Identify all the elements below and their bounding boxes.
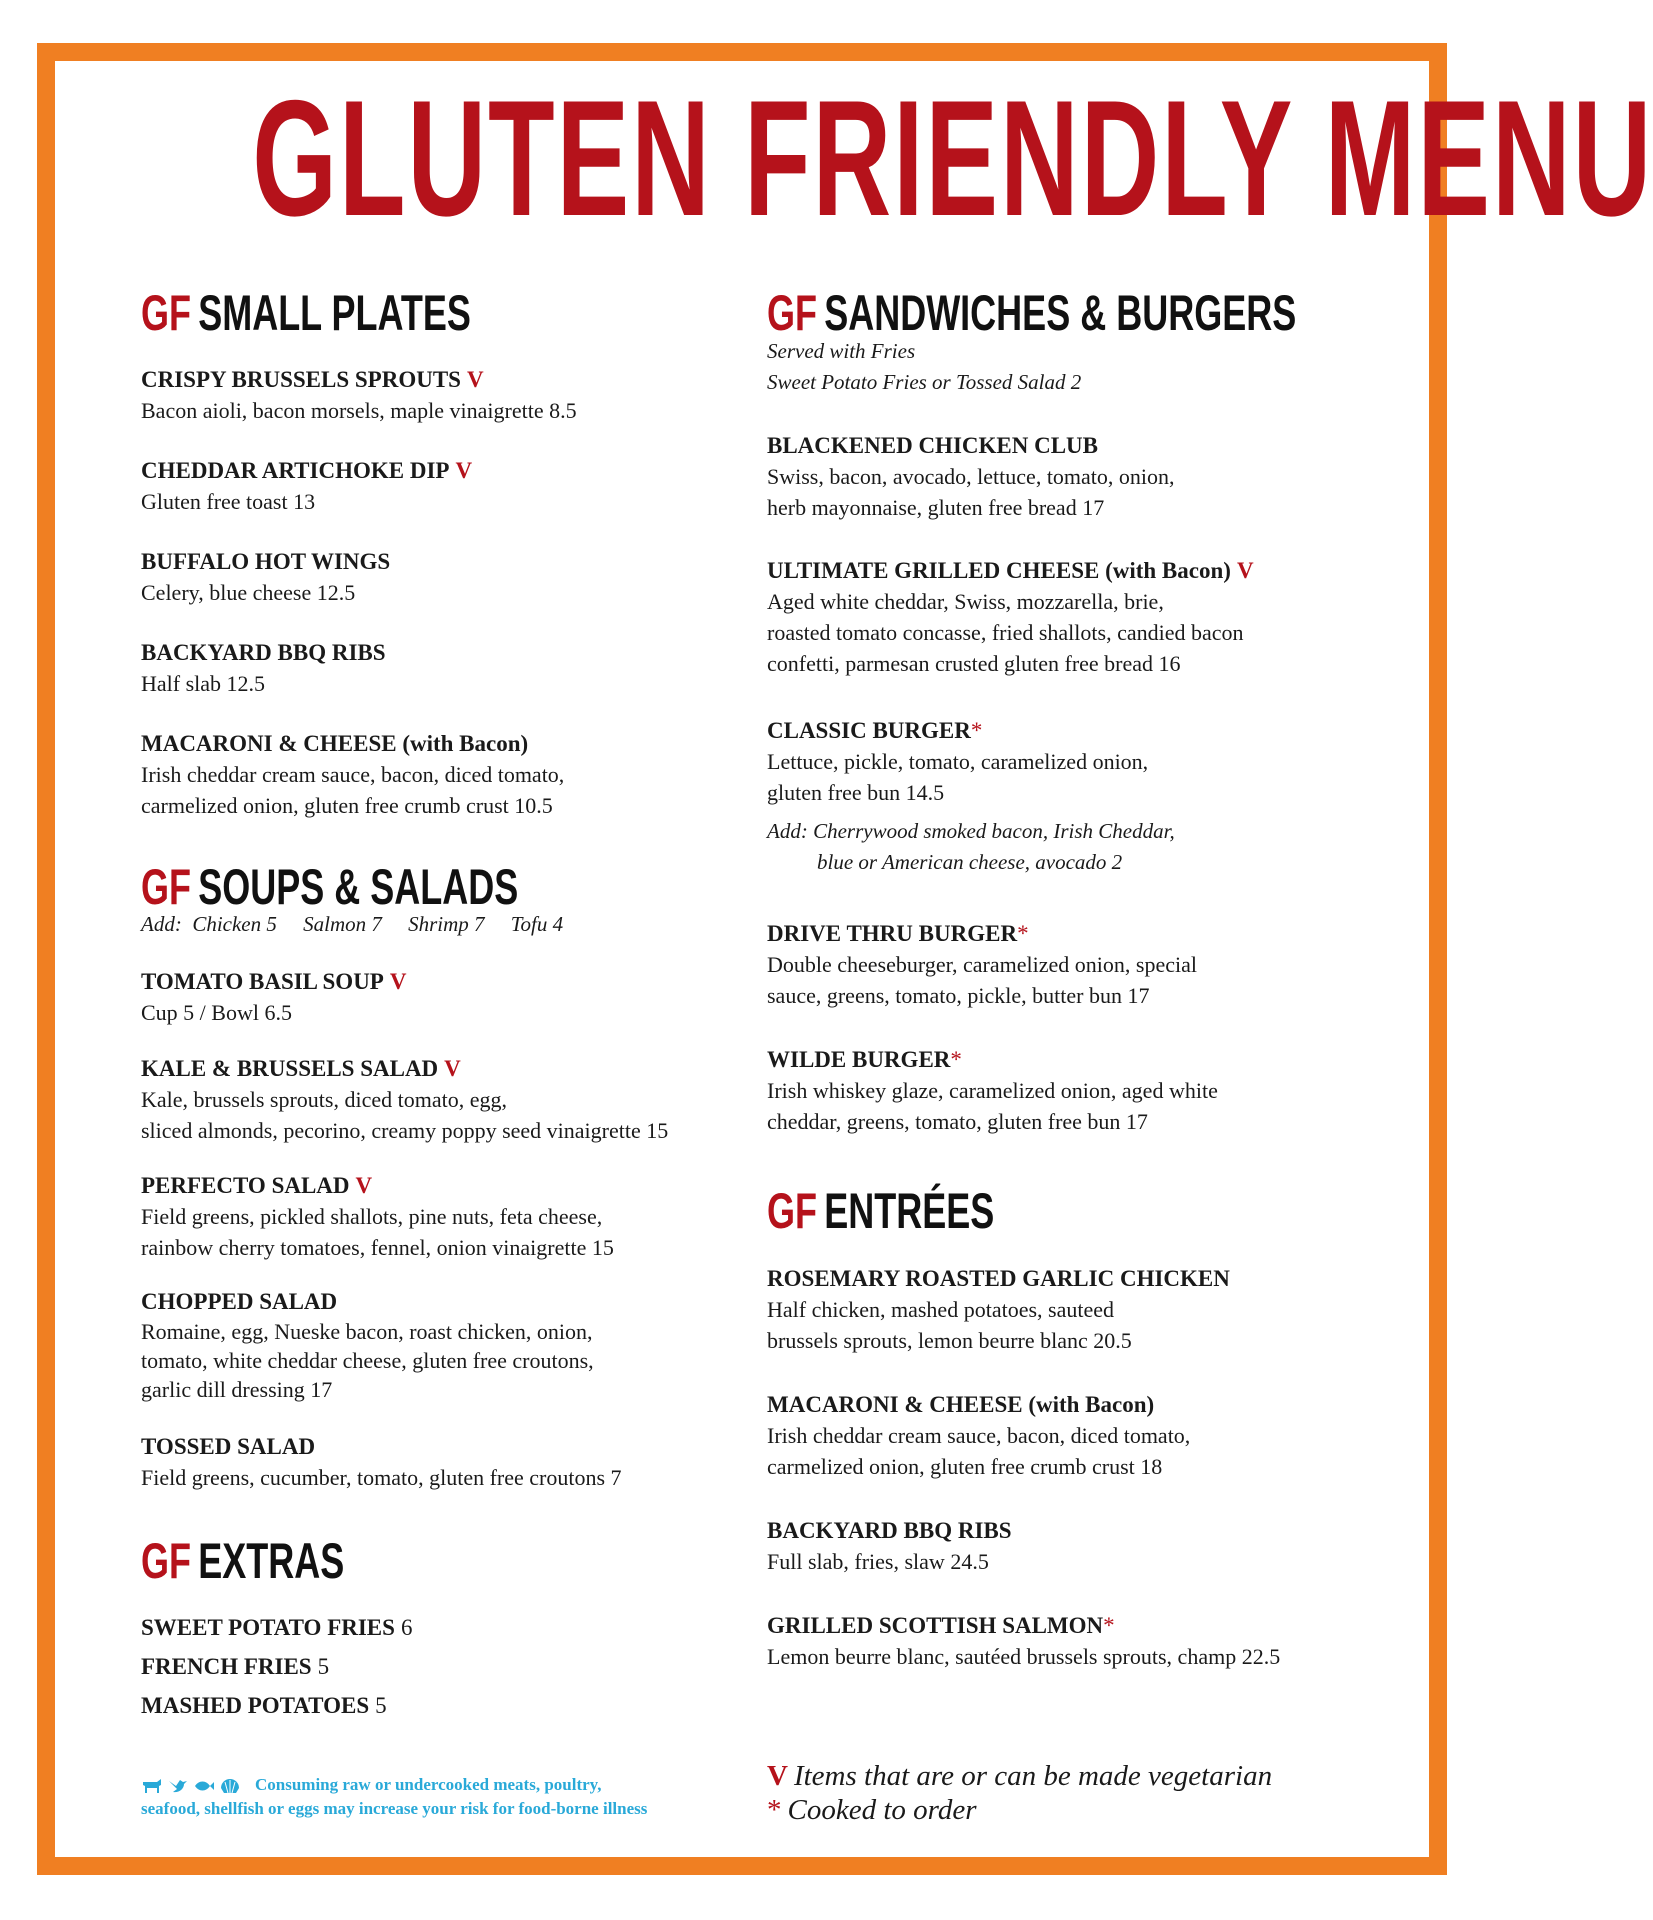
item-description: roasted tomato concasse, fried shallots, candied bacon — [767, 620, 1244, 645]
menu-item — [767, 1264, 1230, 1356]
section-heading-sandwiches — [767, 285, 1297, 341]
item-description: Lettuce, pickle, tomato, caramelized onion, — [767, 749, 1149, 774]
item-description: Double cheeseburger, caramelized onion, special — [767, 952, 1197, 977]
item-name: MASHED POTATOES — [141, 1693, 370, 1718]
item-description: Lemon beurre blanc, sautéed brussels sprouts, champ 22.5 — [767, 1644, 1281, 1669]
menu-item — [141, 1287, 594, 1404]
item-description: herb mayonnaise, gluten free bread 17 — [767, 495, 1105, 520]
item-price: 5 — [375, 1693, 387, 1718]
warning-text: Consuming raw or undercooked meats, poultry, — [255, 1775, 602, 1794]
section-title: EXTRAS — [198, 1533, 345, 1589]
item-description: Gluten free toast 13 — [141, 489, 316, 514]
menu-item — [141, 638, 386, 699]
item-name: MACARONI & CHEESE (with Bacon) — [141, 731, 529, 756]
item-name: MACARONI & CHEESE (with Bacon) — [767, 1392, 1155, 1417]
cooked-to-order-mark: * — [1103, 1613, 1115, 1638]
item-description: Irish whiskey glaze, caramelized onion, aged white — [767, 1078, 1218, 1103]
gf-label: GF — [141, 1533, 191, 1589]
menu-item — [141, 365, 577, 426]
section-heading-extras — [141, 1533, 345, 1589]
item-description: carmelized onion, gluten free crumb crust 18 — [767, 1454, 1163, 1479]
item-name: CHOPPED SALAD — [141, 1289, 338, 1314]
menu-item — [767, 1516, 1012, 1577]
extra-item — [141, 1652, 329, 1682]
menu-item — [141, 1054, 668, 1146]
item-name: BUFFALO HOT WINGS — [141, 549, 391, 574]
item-name: SWEET POTATO FRIES — [141, 1615, 395, 1640]
item-description: gluten free bun 14.5 — [767, 780, 945, 805]
menu-item — [141, 967, 406, 1028]
menu-item — [767, 919, 1197, 1011]
item-description: Irish cheddar cream sauce, bacon, diced tomato, — [767, 1423, 1191, 1448]
legend-text: Cooked to order — [787, 1794, 977, 1826]
item-name: FRENCH FRIES — [141, 1654, 312, 1679]
item-name: BACKYARD BBQ RIBS — [141, 640, 386, 665]
item-description: garlic dill dressing 17 — [141, 1377, 333, 1402]
menu-item — [767, 716, 1175, 878]
warning-icons — [141, 1777, 241, 1795]
section-heading-entrees — [767, 1183, 995, 1239]
cooked-to-order-mark: * — [767, 1794, 782, 1826]
item-name: BACKYARD BBQ RIBS — [767, 1518, 1012, 1543]
cooked-to-order-mark: * — [970, 718, 983, 743]
item-name: CLASSIC BURGER — [767, 718, 971, 743]
served-with-note: Served with Fries — [767, 339, 916, 363]
menu-item — [141, 729, 564, 821]
menu-item — [767, 431, 1175, 523]
add-ons-line: blue or American cheese, avocado 2 — [817, 850, 1123, 874]
extra-item — [141, 1613, 412, 1643]
item-name: KALE & BRUSSELS SALAD — [141, 1056, 439, 1081]
item-description: carmelized onion, gluten free crumb crust 10.5 — [141, 793, 553, 818]
gf-label: GF — [141, 285, 191, 341]
item-description: Celery, blue cheese 12.5 — [141, 580, 356, 605]
legend — [767, 1759, 1272, 1827]
substitution-note: Sweet Potato Fries or Tossed Salad 2 — [767, 370, 1082, 394]
item-description: Field greens, cucumber, tomato, gluten free croutons 7 — [141, 1465, 622, 1490]
item-description: Full slab, fries, slaw 24.5 — [767, 1549, 989, 1574]
menu-item — [767, 1390, 1190, 1482]
menu-item — [767, 1045, 1218, 1137]
vegetarian-mark: V — [1236, 558, 1254, 583]
legend-text: Items that are or can be made vegetarian — [793, 1760, 1273, 1792]
cooked-to-order-mark: * — [1017, 921, 1029, 946]
item-description: sliced almonds, pecorino, creamy poppy seed vinaigrette 15 — [141, 1118, 669, 1143]
vegetarian-mark: V — [455, 458, 473, 483]
gf-label: GF — [767, 285, 817, 341]
vegetarian-mark: V — [389, 969, 407, 994]
item-description: Bacon aioli, bacon morsels, maple vinaigrette 8.5 — [141, 398, 577, 423]
item-description: rainbow cherry tomatoes, fennel, onion vinaigrette 15 — [141, 1235, 614, 1260]
menu-title: GLUTEN FRIENDLY MENU — [252, 66, 1653, 250]
bird-icon — [167, 1777, 189, 1795]
vegetarian-mark: V — [444, 1056, 461, 1081]
item-description: Romaine, egg, Nueske bacon, roast chicken, onion, — [141, 1319, 593, 1344]
item-price: 5 — [317, 1654, 330, 1679]
item-description: cheddar, greens, tomato, gluten free bun 17 — [767, 1109, 1148, 1134]
section-title: ENTRÉES — [824, 1183, 995, 1239]
menu-item — [767, 556, 1254, 679]
section-heading-small-plates — [141, 285, 471, 341]
item-description: Kale, brussels sprouts, diced tomato, egg, — [141, 1087, 507, 1112]
item-description: Half slab 12.5 — [141, 671, 266, 696]
menu-item — [141, 456, 472, 517]
item-description: Half chicken, mashed potatoes, sauteed — [767, 1297, 1114, 1322]
section-title: SANDWICHES & BURGERS — [824, 285, 1297, 341]
menu-item — [141, 1171, 614, 1263]
item-description: tomato, white cheddar cheese, gluten free croutons, — [141, 1348, 594, 1373]
item-name: DRIVE THRU BURGER — [767, 921, 1018, 946]
item-description: Field greens, pickled shallots, pine nuts, feta cheese, — [141, 1204, 603, 1229]
item-description: sauce, greens, tomato, pickle, butter bun 17 — [767, 983, 1150, 1008]
shell-icon — [219, 1777, 241, 1795]
vegetarian-mark: V — [355, 1173, 373, 1198]
item-name: TOSSED SALAD — [141, 1434, 316, 1459]
menu-item — [141, 1432, 622, 1493]
item-name: ROSEMARY ROASTED GARLIC CHICKEN — [767, 1266, 1230, 1291]
item-name: PERFECTO SALAD — [141, 1173, 350, 1198]
vegetarian-mark: V — [767, 1760, 788, 1792]
item-name: TOMATO BASIL SOUP — [141, 969, 384, 994]
warning-text: seafood, shellfish or eggs may increase your risk for food-borne illness — [141, 1799, 648, 1818]
add-ons-line: Add: Chicken 5 Salmon 7 Shrimp 7 Tofu 4 — [141, 912, 564, 936]
section-title: SOUPS & SALADS — [198, 859, 519, 915]
cooked-to-order-mark: * — [950, 1047, 962, 1072]
gf-label: GF — [767, 1183, 817, 1239]
item-name: GRILLED SCOTTISH SALMON — [767, 1613, 1104, 1638]
fish-icon — [193, 1777, 215, 1795]
vegetarian-mark: V — [466, 367, 484, 392]
section-heading-soups-salads — [141, 859, 519, 915]
item-name: CRISPY BRUSSELS SPROUTS — [141, 367, 461, 392]
item-price: 6 — [400, 1615, 413, 1640]
item-description: confetti, parmesan crusted gluten free bread 16 — [767, 651, 1181, 676]
cow-icon — [141, 1777, 163, 1795]
menu-item — [767, 1611, 1280, 1672]
item-name: ULTIMATE GRILLED CHEESE (with Bacon) — [767, 558, 1231, 583]
item-name: BLACKENED CHICKEN CLUB — [767, 433, 1098, 458]
item-description: Cup 5 / Bowl 6.5 — [141, 1000, 292, 1025]
item-name: CHEDDAR ARTICHOKE DIP — [141, 458, 450, 483]
food-safety-warning — [141, 1773, 741, 1821]
extra-item — [141, 1691, 387, 1721]
menu-item — [141, 547, 390, 608]
item-description: Swiss, bacon, avocado, lettuce, tomato, onion, — [767, 464, 1175, 489]
item-description: Aged white cheddar, Swiss, mozzarella, brie, — [767, 589, 1164, 614]
item-name: WILDE BURGER — [767, 1047, 951, 1072]
item-description: Irish cheddar cream sauce, bacon, diced tomato, — [141, 762, 565, 787]
gf-label: GF — [141, 859, 191, 915]
item-description: brussels sprouts, lemon beurre blanc 20.5 — [767, 1328, 1132, 1353]
add-ons-line: Add: Cherrywood smoked bacon, Irish Cheddar, — [767, 819, 1175, 843]
section-title: SMALL PLATES — [198, 285, 471, 341]
